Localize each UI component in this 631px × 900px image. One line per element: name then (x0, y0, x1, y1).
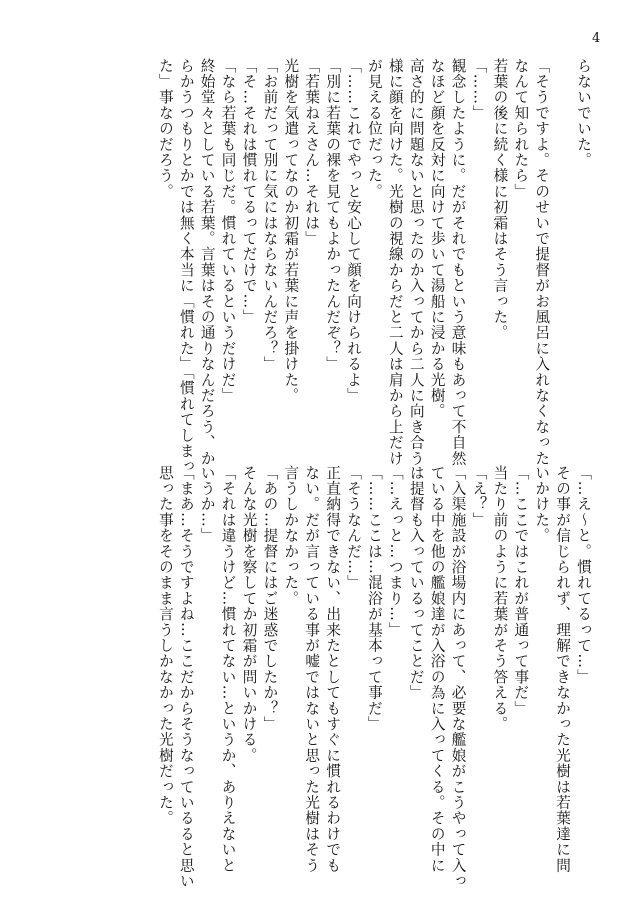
text-line: 言うしかなかった。 (282, 465, 300, 607)
text-line (551, 58, 572, 418)
text-line: らかうつもりとかでは無く本当に「慣れた」「慣れてしまっ (177, 58, 195, 475)
text-line: 「…え〜と。慣れてるって…」 (575, 465, 592, 685)
text-line: 「……これでやっと安心して顔を向けられるよ」 (345, 58, 363, 404)
text-line: 終始堂々としている若葉。言葉はその通りなんだろう、か (198, 58, 216, 467)
text-line: 「それは違うけど…慣れてない…というか、ありえないと (219, 465, 237, 874)
text-line: 正直納得できない、出来たとしてもすぐに慣れるわけでも (324, 465, 342, 874)
upper-text-block (81, 58, 593, 475)
text-line: そんな光樹を察してか初霜が問いかける。 (240, 465, 258, 764)
text-line: 「え？」 (470, 465, 488, 528)
text-line: 「別に若葉の裸を見てもよかったんだぞ？」 (324, 58, 342, 372)
text-line: なんて知られたら」 (512, 58, 530, 200)
text-line: 「なら若葉も同じだ。慣れているというだけだ」 (219, 58, 237, 404)
text-line: 高さ的に問題ないと思ったのか入ってから二人に向き合う (407, 58, 425, 467)
text-line: その事が信じられず、理解できなかった光樹は若葉達に問 (554, 465, 572, 874)
lower-text-block (81, 465, 593, 889)
text-line: いうか…」 (198, 465, 216, 544)
text-line: 「そうですよ。そのせいで提督がお風呂に入れなくなった (533, 58, 551, 467)
text-line: 「入渠施設が浴場内にあって、必要な艦娘がこうやって入っ (449, 465, 467, 889)
text-line: 若葉の後に続く様に初霜はそう言った。 (491, 58, 509, 341)
text-line: なほど顔を反対に向けて歩いて湯船に浸かる光樹。 (428, 58, 446, 420)
text-line: 「あの…提督にはご迷惑でしたか？」 (261, 465, 279, 732)
text-line: 「そ…それは慣れてるってだけで…」 (240, 58, 258, 325)
text-line: 当たり前のように若葉がそう答える。 (491, 465, 509, 732)
text-line: が見える位だった。 (365, 58, 383, 200)
text-line: 「若葉ねえさん…それは」 (303, 58, 321, 247)
text-line: 「…えっと…つまり…」 (386, 465, 404, 638)
text-line: 「そうなんだ…」 (345, 465, 363, 591)
text-line: 光樹を気遣ってなのか初霜が若葉に声を掛けた。 (282, 58, 300, 404)
text-line: 観念したように。だがそれでもという意味もあって不自然 (449, 58, 467, 467)
text-line: ている中を他の艦娘達が入浴の為に入ってくる。その中に (428, 465, 446, 874)
text-line: 「……」 (470, 58, 488, 121)
text-line: らないでいた。 (575, 58, 592, 168)
page-number: 4 (592, 31, 601, 46)
text-line: 「…ここではこれが普通って事だ」 (512, 465, 530, 717)
text-line: ない。だが言っている事が嘘ではないと思った光樹はそう (303, 465, 321, 874)
text-line: いかけた。 (533, 465, 551, 544)
text-line: 思った事をそのまま言うしかなかった光樹だった。 (156, 465, 174, 827)
text-line: 「お前だって別に気にはならないんだろ？」 (261, 58, 279, 372)
text-line: は提督も入っているってことだ」 (407, 465, 425, 701)
text-line: 「……ここは…混浴が基本って事だ」 (365, 465, 383, 732)
text-line: た」事なのだろう。 (156, 58, 174, 200)
text-line: 様に顔を向けた。光樹の視線からだと二人は肩から上だけ (386, 58, 404, 467)
text-line: 「まあ…そうですよね…ここだからそうなっているると思い (177, 465, 195, 889)
